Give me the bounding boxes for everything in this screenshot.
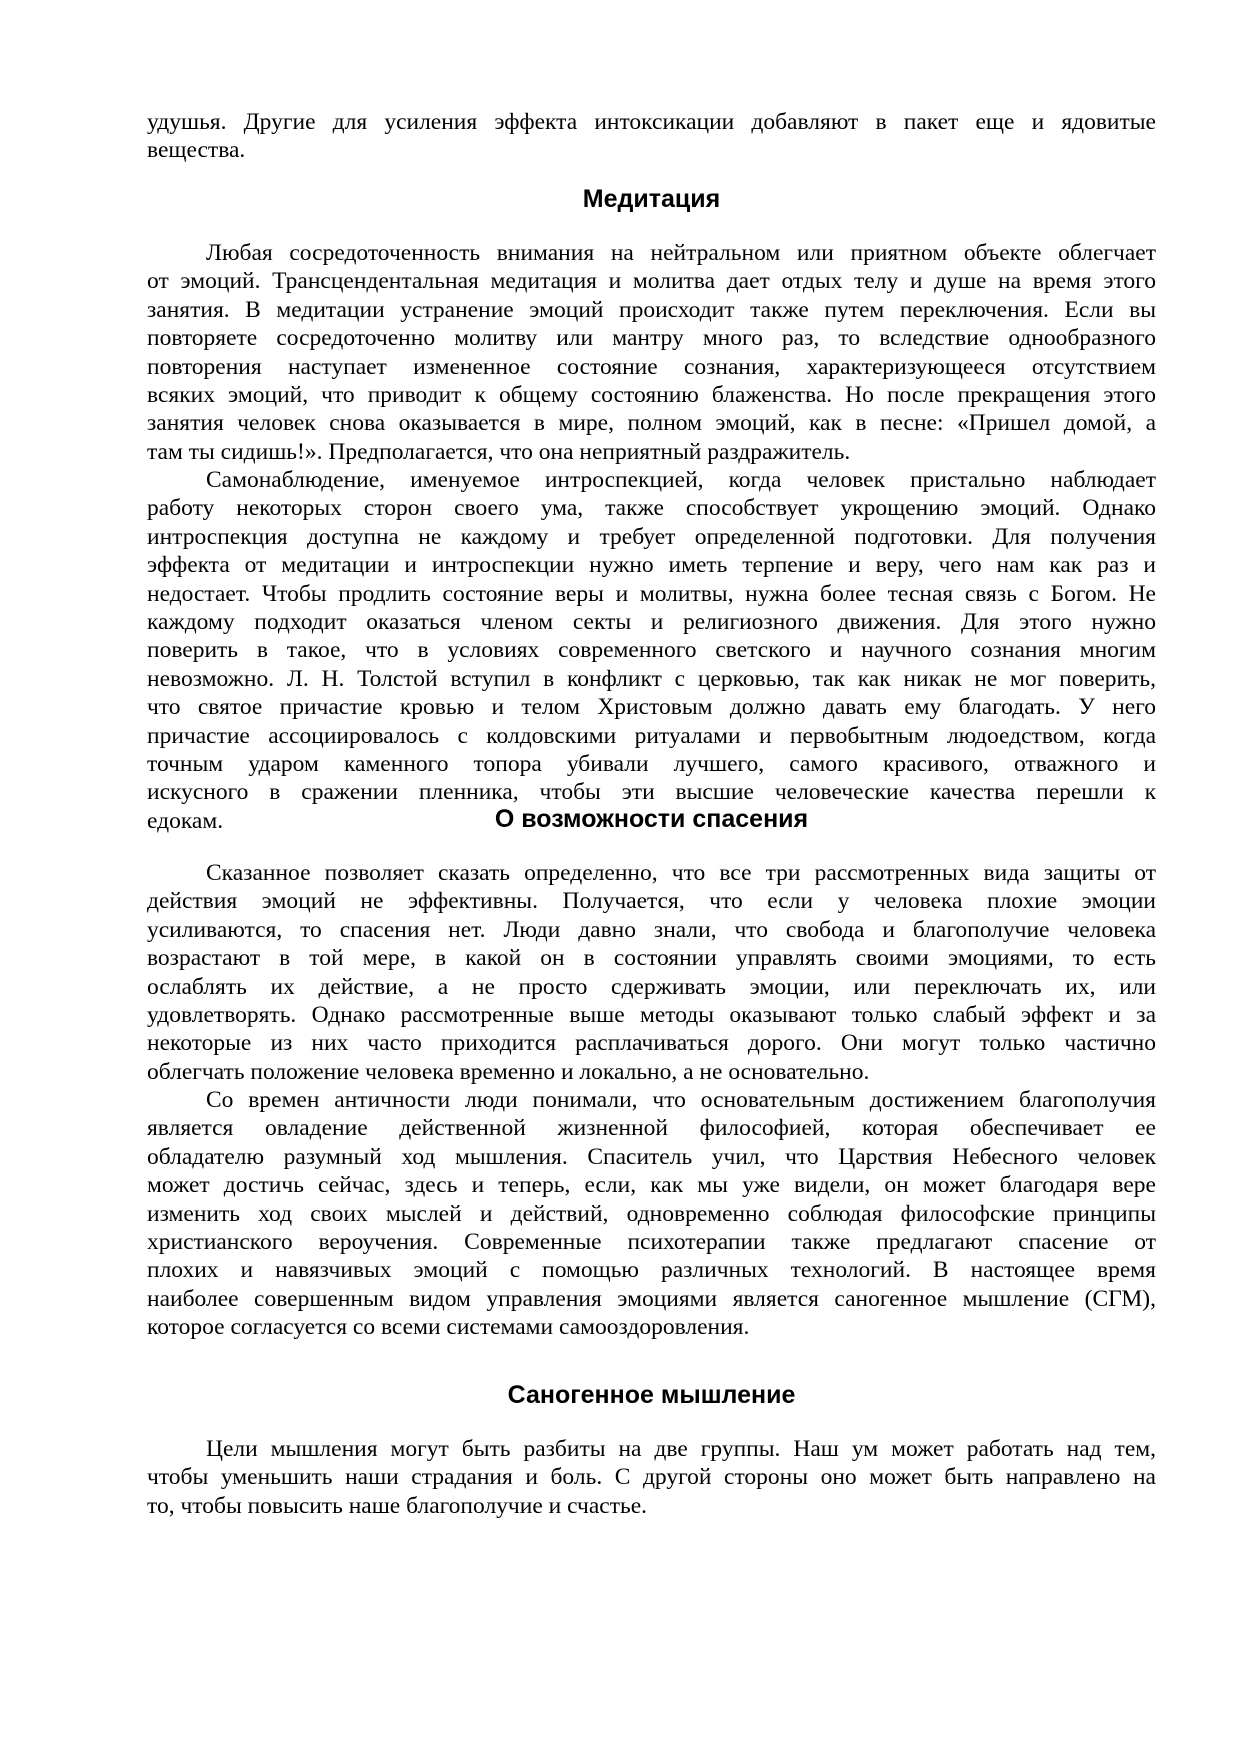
text-line: интроспекция доступна не каждому и требует определенной подготовки. Для получения — [147, 523, 1156, 550]
text-line: точным ударом каменного топора убивали лучшего, самого красивого, отважного и — [147, 750, 1156, 777]
text-line: действия эмоций не эффективны. Получается, что если у человека плохие эмоции — [147, 888, 1156, 915]
text-line: всяких эмоций, что приводит к общему состоянию блаженства. Но после прекращения этого — [147, 381, 1156, 408]
text-line: то, чтобы повысить наше благополучие и счастье. — [147, 1492, 648, 1519]
paragraph-salvation-2 — [147, 1086, 1156, 1342]
paragraph-sanogenic-1 — [147, 1435, 1156, 1520]
text-line: обладателю разумный ход мышления. Спаситель учил, что Царствия Небесного человек — [147, 1143, 1156, 1170]
section-heading-meditation: Медитация — [582, 185, 721, 213]
text-line: невозможно. Л. Н. Толстой вступил в конфликт с церковью, так как никак не мог поверить, — [147, 665, 1156, 692]
text-line: занятия человек снова оказывается в мире, полном эмоций, как в песне: «Пришел домой, а — [147, 410, 1156, 437]
section-heading-possibility-of-salvation: О возможности спасения — [494, 805, 809, 833]
text-line: от эмоций. Трансцендентальная медитация и молитва дает отдых телу и душе на время этого — [147, 268, 1156, 295]
text-line: недостает. Чтобы продлить состояние веры и молитвы, нужна более тесная связь с Богом. Не — [147, 580, 1156, 607]
text-line: которое согласуется со всеми системами самооздоровления. — [147, 1314, 750, 1341]
text-line: вещества. — [147, 137, 246, 164]
text-line: наиболее совершенным видом управления эмоциями является саногенное мышление (СГМ), — [147, 1285, 1156, 1312]
text-line: каждому подходит оказаться членом секты и религиозного движения. Для этого нужно — [147, 608, 1156, 635]
text-line: Сказанное позволяет сказать определенно, что все три рассмотренных вида защиты от — [206, 860, 1156, 886]
text-line: может достичь сейчас, здесь и теперь, если, как мы уже видели, он может благодаря вере — [147, 1172, 1156, 1199]
text-line: причастие ассоциировалось с колдовскими ритуалами и первобытным людоедством, когда — [147, 722, 1156, 749]
paragraph-meditation-2 — [147, 466, 1156, 835]
text-line: Цели мышления могут быть разбиты на две группы. Наш ум может работать над тем, — [206, 1436, 1156, 1462]
text-line: облегчать положение человека временно и локально, а не основательно. — [147, 1058, 870, 1085]
paragraph-intro-continuation — [147, 108, 1156, 165]
text-line: едокам. — [147, 807, 224, 834]
text-line: ослаблять их действие, а не просто сдерживать эмоции, или переключать их, или — [147, 973, 1156, 1000]
text-line: искусного в сражении пленника, чтобы эти высшие человеческие качества перешли к — [147, 779, 1156, 806]
text-line: возрастают в той мере, в какой он в состоянии управлять своими эмоциями, то есть — [147, 945, 1156, 972]
text-line: там ты сидишь!». Предполагается, что она неприятный раздражитель. — [147, 438, 851, 465]
text-line: Любая сосредоточенность внимания на нейтральном или приятном объекте облегчает — [206, 240, 1156, 266]
text-line: работу некоторых сторон своего ума, также способствует укрощению эмоций. Однако — [147, 495, 1156, 522]
text-line: плохих и навязчивых эмоций с помощью различных технологий. В настоящее время — [147, 1257, 1156, 1284]
text-line: поверить в такое, что в условиях современного светского и научного сознания многим — [147, 637, 1156, 664]
text-line: является овладение действенной жизненной философией, которая обеспечивает ее — [147, 1115, 1156, 1142]
text-line: удушья. Другие для усиления эффекта интоксикации добавляют в пакет еще и ядовитые — [147, 109, 1156, 135]
text-line: некоторые из них часто приходится расплачиваться дорого. Они могут только частично — [147, 1030, 1156, 1057]
text-line: христианского вероучения. Современные психотерапии также предлагают спасение от — [147, 1228, 1156, 1255]
text-line: эффекта от медитации и интроспекции нужно иметь терпение и веру, чего нам как раз и — [147, 552, 1156, 579]
paragraph-salvation-1 — [147, 859, 1156, 1086]
section-heading-sanogenic-thinking: Саногенное мышление — [507, 1381, 796, 1409]
text-line: повторения наступает измененное состояние сознания, характеризующееся отсутствием — [147, 353, 1156, 380]
text-line: усиливаются, то спасения нет. Люди давно знали, что свобода и благополучие человека — [147, 916, 1156, 943]
text-line: изменить ход своих мыслей и действий, одновременно соблюдая философские принципы — [147, 1200, 1156, 1227]
text-line: что святое причастие кровью и телом Христовым должно давать ему благодать. У него — [147, 694, 1156, 721]
text-line: удовлетворять. Однако рассмотренные выше методы оказывают только слабый эффект и за — [147, 1001, 1156, 1028]
text-line: Со времен античности люди понимали, что основательным достижением благополучия — [206, 1087, 1156, 1113]
text-line: повторяете сосредоточенно молитву или мантру много раз, то вследствие однообразного — [147, 325, 1156, 352]
text-line: чтобы уменьшить наши страдания и боль. С другой стороны оно может быть направлено на — [147, 1464, 1156, 1491]
text-line: Самонаблюдение, именуемое интроспекцией, когда человек пристально наблюдает — [206, 467, 1156, 493]
text-line: занятия. В медитации устранение эмоций происходит также путем переключения. Если вы — [147, 296, 1156, 323]
paragraph-meditation-1 — [147, 239, 1156, 466]
